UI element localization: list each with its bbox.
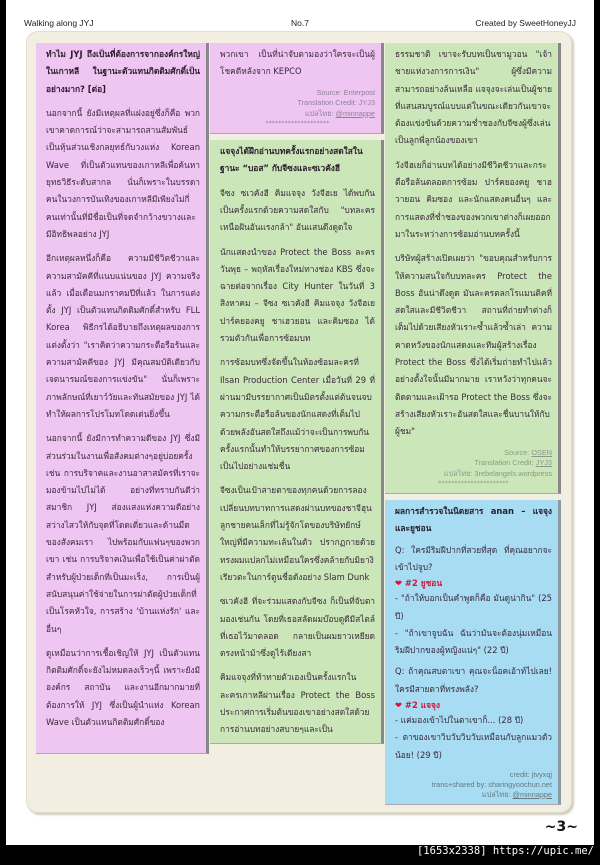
paragraph: จีซงเป็นเป้าสายตาของทุกคนด้วยการลองเปลี่ยนบทบาทการแสดงผ่านบทของชาจีฮุน ลูกชายคนเล็กที่ไม่รู้จักโตของบริษัทยักษ์ใหญ่ที่มีความทะเล้นในตัว ปรากฏกายด้วยทรงผมแปลกไม่เหมือนใครซึ่งคล้ายกับมิยางิ เรียวตะในการ์ตูนชื่อดังอย่าง Slam Dunk — [220, 485, 375, 582]
source-link[interactable]: OSEN — [531, 447, 552, 457]
translator-link[interactable]: @minnappe — [512, 789, 552, 799]
column-1 — [36, 43, 209, 754]
source-credits — [395, 448, 552, 480]
paragraph: นอกจากนี้ ยังมีเหตุผลที่แฝงอยู่ซึ่งก็คือ พวกเขาคาดการณ์ว่าจะสามารถสานสัมพันธ์เป็นหุ้นส่วนเชิงกลยุทธ์กับวงแห่ง Korean Wave ที่เป็นตัวแทนของเกาหลีเพื่อค้นหายุทธวิธีระดับสากล นั่นก็เพราะในบรรดาคนในวงการบันเทิงของเกาหลีมีเพียงไม่กี่คนเท่านั้นที่มีชื่อเป็นที่จดจำกว้างขวางและมีอิทธิพลอย่าง JYJ — [46, 107, 200, 239]
paragraph: นักแสดงนำของ Protect the Boss ละครวันพุธ – พฤหัสเรื่องใหม่ทางช่อง KBS ซึ่งจะฉายต่อจากเรื่อง City Hunter ในวันที่ 3 สิงหาคม – จีซง ซเวคังฮี คิมแจจุง วังจีฮเย ปาร์คยองคยู ชาเฮวยอน และคิมซอง ได้รวมตัวกันเพื่อการซ้อมบท — [220, 246, 375, 344]
survey-answer: - ตาของเขาวิบวับวิบวับเหมือนกับลูกแมวตัวน้อย! (29 ปี) — [395, 732, 552, 760]
survey-anan-magazine — [385, 500, 561, 805]
paragraph: ซเวคังฮี ที่จะร่วมแสดงกับจีซง ก็เป็นที่จับตามองเช่นกัน โดยที่เธอสลัดผมบ๊อบดูดีมีสไตล์ที่เธอไว้มาตลอด กลายเป็นผมยาวเหยียดตรงหน้าม้าซึ่งดูไร้เดียงสา — [220, 596, 375, 659]
thai-translation-credit: แปลไทย: @minnappe — [481, 789, 552, 799]
column-3 — [385, 43, 561, 805]
survey-credits — [395, 770, 552, 800]
source-label: Source: Enterpost — [316, 87, 375, 97]
survey-answer: - แค่มองเข้าไปในตาเขาก็... (28 ปี) — [395, 715, 524, 725]
survey-rank-1: ❤ #2 ยูชอน — [395, 578, 443, 589]
translator-link[interactable]: @minnappe — [335, 108, 375, 118]
survey-question-2: Q: ถ้าคุณสบตาเขา คุณจะน็อคเอ้าท์ไปเลย! ใครมีสายตาที่ทรงพลัง? — [395, 666, 552, 694]
issue-number: No.7 — [291, 18, 309, 28]
article-jyj-ambassador — [36, 43, 209, 754]
paragraph: อีกเหตุผลหนึ่งก็คือ ความมีชีวิตชีวาและความสามัคคีที่แนบแน่นของ JYJ ความจริงแล้ว เมื่อเดือนมกราคมปีที่แล้ว ในการแต่งตั้ง JYJ เป็นตัวแทนกิตติมศักดิ์สำหรับ FLL Korea พิธีกรได้อธิบายถึงเหตุผลของการแต่งตั้งว่า "เราคิดว่าความกระตือรือร้นและความสามัคคีของ JYJ มีคุณสมบัติเดียวกับเจตนารมณ์ของการแข่งขัน" นั่นก็เพราะภาพลักษณ์ที่เยาว์วัยและทันสมัยของ JYJ ได้ทำให้ผลการโปรโมทโดดเด่นยิ่งขึ้น — [46, 253, 200, 419]
translation-credit: Translation Credit: JYJ3 — [474, 458, 552, 468]
survey-answer: - "ถ้าให้บอกเป็นคำพูดก็คือ มันดูน่ากิน" (25 ปี) — [395, 593, 552, 621]
paragraph: พวกเขา เป็นที่น่าจับตามองว่าใครจะเป็นผู้โชคดีหลังจาก KEPCO — [220, 49, 375, 77]
article-protect-the-boss — [210, 140, 384, 744]
article-jyj-ambassador-continued — [210, 43, 384, 134]
separator: ********************** — [438, 480, 509, 488]
translation-link[interactable]: JYJ3 — [535, 458, 552, 468]
paragraph: บริษัทผู้สร้างเปิดเผยว่า "ขอบคุณสำหรับการให้ความสนใจกับบทละคร Protect the Boss อันน่าดึงดูด มันละครตลกโรแมนติคที่สดใสและมีชีวิตชีวา สถานที่ถ่ายทำต่างก็เต็มไปด้วยเสียงหัวเราะซ้ำแล้วซ้ำเล่า ความคาดหวังของนักแสดงและทีมผู้สร้างเรื่อง Protect the Boss ซึ่งได้เริ่มถ่ายทำไปแล้วอย่างตั้งใจนั้นมีมากมาย เราหวังว่าทุกคนจะติดตามและเฝ้ารอ Protect the Boss ซึ่งจะสร้างเสียงหัวเราะอันสดใสและชื่นบานให้กับผู้ชม" — [395, 253, 552, 437]
survey-rank-2: ❤ #2 แจจุง — [395, 700, 440, 710]
paragraph: จีซง ซเวคังฮี คิมแจจุง วังจีฮเย ได้พบกันเป็นครั้งแรกด้วยความสดใสกับ "บทละครเหนือฝันอันแรงกล้า" อันแสนดึงดูดใจ — [220, 187, 375, 233]
paragraph: ธรรมชาติ เขาจะรับบทเป็นชามูวอน "เจ้าชายแห่งวงการการเงิน" ผู้ซึ่งมีความสามารถอย่างล้นเหลือ แจจุงจะเล่นเป็นผู้ชายที่แสนสมบูรณ์แบบแต่ในขณะเดียวกันเขาจะต้องแข่งขันด้วยความช่ำชองกับจีซงผู้ซึ่งเล่นเป็นลูกพี่ลูกน้องของเขา — [395, 49, 552, 146]
credit-line: credit: jtvyxqj — [509, 769, 552, 779]
thai-translation-credit: แปลไทย: @minnappe — [304, 108, 375, 118]
survey-title: ผลการสำรวจในนิตยสาร anan – แจจุงและยูชอน — [395, 506, 552, 534]
source-credits — [220, 88, 375, 120]
page-header — [24, 18, 576, 32]
thai-translation-credit: แปลไทย: 3rebelangels.wordpress — [443, 468, 552, 478]
paragraph: วังจีฮเยก็อ่านบทได้อย่างมีชีวิตชีวาและกระตือรือล้นตลอดการซ้อม ปาร์คยองคยู ชาฮวายอน คิมซอง และนักแสดงคนอื่นๆ และการแสดงที่ช่ำชองของพวกเขาต่างก็เผยออกมาในระหว่างการซ้อมอ่านบทครั้งนี้ — [395, 159, 552, 239]
translation-credit: Translation Credit: JYJ3 — [297, 98, 375, 108]
image-watermark: [1653x2338] https://upic.me/ — [416, 845, 594, 857]
separator: ******************** — [265, 120, 330, 128]
survey-answer: - "ถ้าเขาจูบฉัน ฉันว่ามันจะต้องนุ่มเหมือนริมฝีปากของผู้หญิงแน่ๆ" (22 ปี) — [395, 627, 552, 656]
article-title: ทำไม JYJ ถึงเป็นที่ต้องการจากองค์กรใหญ่ในเกาหลี ในฐานะตัวแทนกิตติมศักดิ์เป็นอย่างมาก? [ต่อ] — [46, 49, 200, 94]
page-number: ~3~ — [544, 819, 578, 835]
paragraph: นอกจากนี้ ยังมีการทำความดีของ JYJ ซึ่งมีส่วนร่วมในงานเพื่อสังคมต่างๆอยู่บ่อยครั้ง เช่น การบริจาคและงานอาสาสมัครที่เราจะมองข้ามไปไม่ได้ อย่างที่ทราบกันดีว่าสมาชิก JYJ ส่องแสงแห่งความดีอย่างสว่างไสวให้กับจุดที่โดดเดี่ยวและด้านมืดของสังคมเรา ไปพร้อมกับแฟนๆของพวกเขา เช่น การบริจาคเงินเพื่อใช้เป็นค่าผ่าตัดสำหรับผู้ป่วยเด็กที่เป็นมะเร็ง, การเป็นผู้สนับสนุนค่าใช้จ่ายในการผ่าตัดผู้ป่วยเด็กที่เป็นโรคหัวใจ, การสร้าง 'บ้านแห่งรัก' และอื่นๆ — [46, 433, 200, 634]
paragraph: การซ้อมบทซึ่งจัดขึ้นในห้องซ้อมละครที่ Ilsan Production Center เมื่อวันที่ 29 ที่ผ่านมามีบรรยากาศเป็นมิตรตั้งแต่ต้นจนจบ ความกระตือรือล้นของนักแสดงที่เต็มไปด้วยพลังอันสดใสถึงแม้ว่าจะเป็นการพบกันครั้งแรกนั้นทำให้บรรยากาศของการซ้อมเป็นไปอย่างแช่มชื่น — [220, 357, 375, 472]
article-title: แจจุงได้ฝึกอ่านบทครั้งแรกอย่างสดใสในฐานะ “บอส” กับจีซงและซเวคังฮี — [220, 146, 363, 174]
source-label: Source: OSEN — [504, 447, 552, 457]
article-protect-the-boss-continued — [385, 43, 561, 494]
header-author: Created by SweetHoneyJJ — [475, 18, 576, 28]
survey-question-1: Q: ใครมีริมฝีปากที่สวยที่สุด ที่คุณอยากจะเข้าไปจูบ? — [395, 544, 552, 572]
paragraph: ดูเหมือนว่าการเชื้อเชิญให้ JYJ เป็นตัวแทนกิตติมศักดิ์จะยังไม่หมดลงเร็วๆนี้ เพราะยังมี องค์กร สถาบัน และงานอีกมากมายที่ต้องการให้ JYJ ซึ่งเป็นผู้นำแห่ง Korean Wave เป็นตัวแทนกิตติมศักดิ์ของ — [46, 647, 200, 727]
shared-by-line: trans+shared by: sharingyoochun.net — [431, 779, 552, 789]
column-2 — [210, 43, 384, 744]
header-title: Walking along JYJ — [24, 18, 94, 28]
paragraph: คิมแจจุงที่ท้าทายตัวเองเป็นครั้งแรกในละครเกาหลีผ่านเรื่อง Protect the Boss ประกาศการเริ่มต้นของเขาอย่างสดใสด้วยการอ่านบทอย่างสบายๆและเป็น — [220, 672, 375, 735]
